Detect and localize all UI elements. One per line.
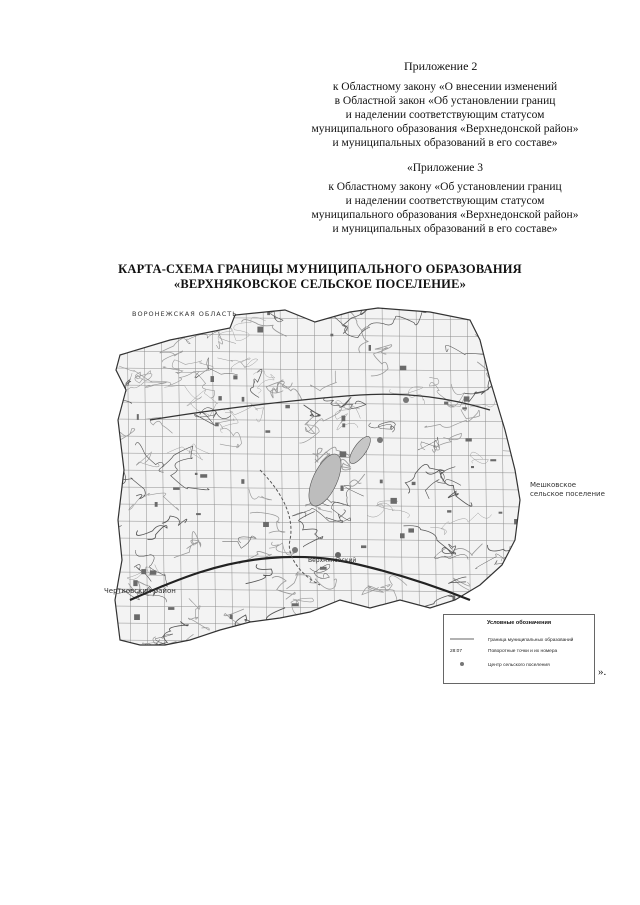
- map-building-block: [218, 396, 221, 400]
- map-building-block: [133, 580, 137, 586]
- map-building-block: [292, 603, 298, 606]
- closing-quote: ».: [598, 666, 607, 678]
- map-building-block: [263, 522, 269, 527]
- map-contour: [231, 662, 254, 670]
- appendix-3-line: к Областному закону «Об установлении границ: [328, 181, 562, 193]
- appendix-2-text: [280, 80, 610, 150]
- map-building-block: [340, 451, 347, 457]
- legend-item-boundary: [450, 637, 573, 643]
- label-chertkovsky-district: Чертковский район: [104, 587, 176, 595]
- map-contour: [285, 635, 315, 654]
- map-building-block: [117, 393, 120, 395]
- map-building-block: [499, 512, 503, 514]
- appendix-2-title: Приложение 2: [404, 59, 478, 73]
- label-meshkovskoe-line2: сельское поселение: [530, 490, 605, 498]
- map-title: [0, 262, 640, 292]
- map-building-block: [466, 438, 472, 441]
- map-contour: [235, 640, 293, 670]
- label-village: Верхняковский: [308, 557, 357, 564]
- map-building-block: [514, 376, 520, 380]
- map-building-block: [200, 474, 207, 478]
- map-contour: [490, 306, 514, 322]
- appendix-3-title: «Приложение 3: [406, 162, 484, 174]
- map-contour: [511, 426, 530, 439]
- map-contour: [515, 327, 530, 358]
- map-contour: [110, 653, 125, 664]
- settlement-center-dot-icon: [403, 397, 409, 403]
- map-building-block: [330, 334, 333, 337]
- map-title-line-2: «ВЕРХНЯКОВСКОЕ СЕЛЬСКОЕ ПОСЕЛЕНИЕ»: [173, 277, 467, 291]
- legend-item-points: [450, 649, 557, 654]
- map-building-block: [150, 570, 156, 574]
- map-building-block: [265, 430, 270, 433]
- appendix-3-line: и муниципальных образований в его составе»: [332, 223, 558, 235]
- settlement-center-dot-icon: [450, 661, 474, 669]
- map-building-block: [134, 614, 140, 620]
- map-building-block: [215, 423, 219, 427]
- map-contour: [484, 300, 498, 321]
- map-building-block: [294, 627, 298, 633]
- map-building-block: [391, 498, 397, 504]
- appendix-2-line: в Областной закон «Об установлении границ: [334, 95, 556, 107]
- map-building-block: [342, 416, 346, 422]
- map-building-block: [113, 463, 118, 467]
- map-contour: [212, 635, 237, 652]
- map-contour: [199, 646, 234, 670]
- map-building-block: [196, 513, 201, 515]
- map-building-block: [285, 405, 290, 408]
- turning-point-code: 28:07: [450, 649, 463, 654]
- map-building-block: [485, 605, 488, 609]
- map-building-block: [230, 615, 233, 620]
- map-contour: [255, 664, 279, 670]
- appendix-2-line: муниципального образования «Верхнедонской район»: [311, 123, 579, 135]
- map-building-block: [173, 487, 180, 490]
- map-building-block: [490, 459, 496, 461]
- legend-item-center: [450, 661, 550, 669]
- map-building-block: [342, 423, 345, 427]
- map-building-block: [168, 607, 174, 610]
- map-legend: [443, 614, 595, 684]
- legend-title: Условные обозначения: [486, 620, 552, 626]
- appendix-3-line: и наделении соответствующим статусом: [345, 195, 545, 207]
- appendix-2-line: и муниципальных образований в его составе»: [332, 137, 558, 149]
- label-voronezh-region: ВОРОНЕЖСКАЯ ОБЛАСТЬ: [132, 310, 238, 318]
- map-building-block: [137, 414, 139, 420]
- map-grid-line: [110, 300, 114, 670]
- legend-item-label: Граница муниципальных образований: [488, 637, 574, 643]
- appendix-2-line: к Областному закону «О внесении изменений: [332, 81, 558, 93]
- map-building-block: [400, 533, 405, 538]
- map-contour: [228, 652, 258, 670]
- appendix-2-line: и наделении соответствующим статусом: [345, 109, 545, 121]
- map-building-block: [471, 466, 474, 468]
- settlement-center-dot-icon: [292, 547, 298, 553]
- map-building-block: [369, 345, 371, 351]
- map-contour: [154, 300, 207, 310]
- map-building-block: [408, 528, 414, 532]
- map-contour: [499, 371, 530, 383]
- map-contour: [263, 619, 331, 643]
- map-building-block: [447, 510, 451, 512]
- map-contour: [110, 451, 113, 490]
- map-building-block: [177, 332, 184, 336]
- map-building-block: [211, 376, 215, 382]
- map-title-line-1: КАРТА-СХЕМА ГРАНИЦЫ МУНИЦИПАЛЬНОГО ОБРАЗОВАНИЯ: [118, 262, 522, 276]
- map-building-block: [400, 366, 407, 371]
- map-building-block: [242, 397, 245, 402]
- map-contour: [484, 590, 507, 603]
- map-building-block: [361, 545, 366, 548]
- map-grid-line: [110, 300, 530, 303]
- settlement-center-dot-icon: [377, 437, 383, 443]
- map-building-block: [444, 402, 448, 405]
- legend-item-label: Центр сельского поселения: [488, 662, 550, 668]
- map-building-block: [202, 657, 205, 662]
- map-building-block: [195, 473, 198, 475]
- map-building-block: [341, 486, 344, 491]
- map-contour: [171, 645, 187, 660]
- map-building-block: [380, 480, 383, 484]
- appendix-3-text: [280, 180, 610, 236]
- map-building-block: [464, 396, 470, 401]
- label-meshkovskoe-line1: Мешковское: [530, 481, 577, 489]
- map-building-block: [257, 327, 263, 333]
- map-building-block: [320, 567, 327, 570]
- map-building-block: [233, 375, 237, 379]
- boundary-line-icon: [450, 637, 474, 643]
- map-building-block: [241, 479, 244, 484]
- map-building-block: [155, 502, 158, 507]
- map-building-block: [141, 569, 146, 574]
- map-building-block: [462, 407, 467, 409]
- map-building-block: [220, 322, 222, 325]
- legend-item-label: Поворотные точки и их номера: [488, 649, 558, 654]
- map-building-block: [412, 482, 416, 485]
- appendix-3-line: муниципального образования «Верхнедонской район»: [311, 209, 579, 221]
- map-building-block: [136, 323, 140, 328]
- map-building-block: [232, 304, 235, 309]
